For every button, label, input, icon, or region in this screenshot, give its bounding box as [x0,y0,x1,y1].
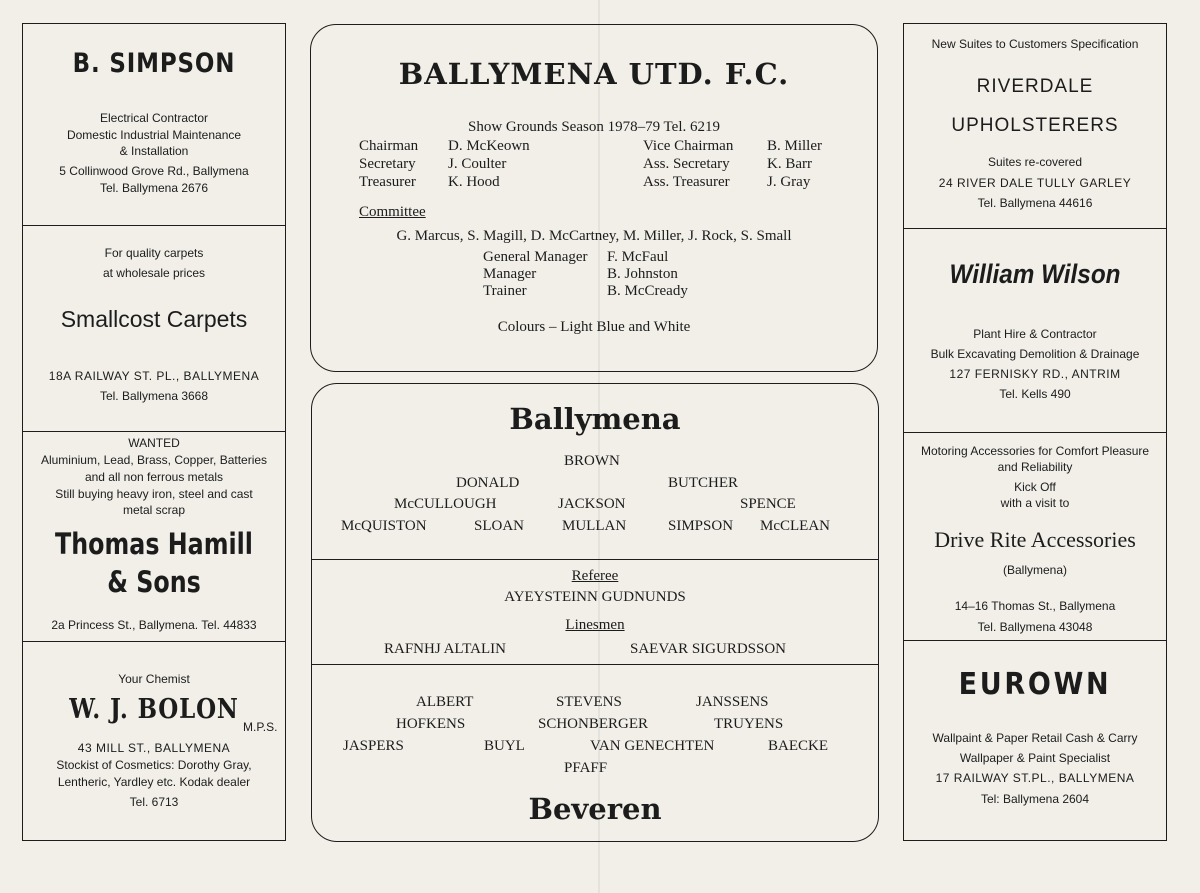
bolon-name: W. J. BOLON [69,694,239,725]
riverdale-upholsterers: UPHOLSTERERS [951,115,1119,136]
bolon-line3: Lentheric, Yardley etc. Kodak dealer [57,775,251,789]
hamill-line3: and all non ferrous metals [84,470,224,484]
committee-label: Committee [359,204,426,220]
away-player: SCHONBERGER [538,716,649,732]
wilson-name: William Wilson [949,259,1121,289]
club-info-box [310,24,878,372]
divider [312,559,878,560]
away-player: BUYL [484,738,525,754]
committee-members: G. Marcus, S. Magill, D. McCartney, M. Miller, J. Rock, S. Small [396,228,792,244]
driverite-place: (Ballymena) [1002,563,1068,577]
staff-role: Trainer [483,283,527,299]
officer-role: Chairman [359,138,419,154]
driverite-ad [904,433,1166,641]
home-player: McQUISTON [341,518,427,534]
bolon-suffix: M.P.S. [243,720,278,734]
bolon-line1: Your Chemist [118,672,190,686]
away-player: ALBERT [416,694,474,710]
wilson-tel: Tel. Kells 490 [999,387,1071,401]
home-player: SLOAN [474,518,525,534]
referee-label: Referee [571,568,619,584]
club-title: BALLYMENA UTD. F.C. [398,57,790,91]
home-team-name: Ballymena [509,402,681,436]
riverdale-name: RIVERDALE [976,76,1094,97]
hamill-line4: Still buying heavy iron, steel and cast [55,487,253,501]
officer-name: J. Coulter [448,156,507,172]
riverdale-ad [904,24,1166,229]
simpson-line2: Domestic Industrial Maintenance [66,128,242,142]
hamill-wanted: WANTED [128,436,180,450]
staff-name: B. McCready [607,283,688,299]
away-team-name: Beveren [528,792,662,826]
simpson-line3: & Installation [119,144,189,158]
away-player: HOFKENS [396,716,466,732]
wilson-ad [904,229,1166,433]
hamill-name: Thomas Hamill [55,527,253,561]
away-player: JASPERS [343,738,404,754]
driverite-address: 14–16 Thomas St., Ballymena [954,599,1116,613]
home-player: MULLAN [562,518,627,534]
officer-role: Secretary [359,156,416,172]
home-player: BROWN [564,453,620,469]
home-player: McCLEAN [760,518,830,534]
bolon-ad [23,642,285,840]
left-ad-column [22,23,286,841]
driverite-line4: with a visit to [1000,496,1070,510]
driverite-line3: Kick Off [1014,480,1056,494]
staff-role: General Manager [483,249,588,265]
officer-name: K. Barr [767,156,812,172]
riverdale-tel: Tel. Ballymena 44616 [977,196,1093,210]
linesmen-label: Linesmen [565,617,625,633]
simpson-ad [23,24,285,226]
driverite-line1: Motoring Accessories for Comfort Pleasure [920,444,1150,458]
eurown-ad [904,641,1166,840]
officer-name: D. McKeown [448,138,530,154]
riverdale-address: 24 RIVER DALE TULLY GARLEY [938,176,1132,190]
hamill-line5: metal scrap [122,503,186,517]
away-player: BAECKE [768,738,828,754]
club-info: Show Grounds Season 1978–79 Tel. 6219 [467,119,720,135]
officer-role: Ass. Treasurer [643,174,730,190]
smallcost-line2: at wholesale prices [102,266,206,280]
club-colours: Colours – Light Blue and White [497,319,691,335]
eurown-line2: Wallpaper & Paint Specialist [959,751,1111,765]
smallcost-name: Smallcost Carpets [60,306,248,332]
eurown-name: EUROWN [958,667,1112,702]
bolon-tel: Tel. 6713 [129,795,179,809]
wilson-address: 127 FERNISKY RD., ANTRIM [949,367,1121,381]
driverite-line2: and Reliability [997,460,1073,474]
simpson-tel: Tel. Ballymena 2676 [99,181,209,195]
divider [312,664,878,665]
home-player: JACKSON [558,496,626,512]
smallcost-address: 18A RAILWAY ST. PL., BALLYMENA [48,369,260,383]
home-player: DONALD [456,475,520,491]
smallcost-ad [23,226,285,432]
smallcost-line1: For quality carpets [104,246,204,260]
driverite-tel: Tel. Ballymena 43048 [977,620,1093,634]
officer-name: B. Miller [767,138,822,154]
staff-name: F. McFaul [607,249,669,265]
home-player: McCULLOUGH [394,496,497,512]
staff-name: B. Johnston [607,266,678,282]
lineup-box [311,383,879,842]
simpson-line1: Electrical Contractor [99,111,209,125]
simpson-name: B. SIMPSON [72,48,236,79]
wilson-line1: Plant Hire & Contractor [973,327,1097,341]
eurown-address: 17 RAILWAY ST.PL., BALLYMENA [935,771,1135,785]
away-player: STEVENS [556,694,622,710]
away-player: PFAFF [564,760,608,776]
hamill-name-sons: & Sons [107,565,201,599]
hamill-ad [23,432,285,642]
right-ad-column [903,23,1167,841]
staff-role: Manager [483,266,537,282]
officer-role: Treasurer [359,174,416,190]
officer-name: K. Hood [448,174,500,190]
wilson-line2: Bulk Excavating Demolition & Drainage [930,347,1140,361]
home-player: BUTCHER [668,475,739,491]
referee-name: AYEYSTEINN GUDNUNDS [504,589,686,605]
eurown-line1: Wallpaint & Paper Retail Cash & Carry [932,731,1138,745]
officer-role: Ass. Secretary [643,156,730,172]
linesman: SAEVAR SIGURDSSON [630,641,787,657]
home-player: SIMPSON [668,518,734,534]
smallcost-tel: Tel. Ballymena 3668 [99,389,209,403]
home-player: SPENCE [740,496,796,512]
away-player: TRUYENS [714,716,784,732]
simpson-address: 5 Collinwood Grove Rd., Ballymena [59,164,249,178]
eurown-tel: Tel: Ballymena 2604 [980,792,1090,806]
away-player: JANSSENS [696,694,769,710]
bolon-line2: Stockist of Cosmetics: Dorothy Gray, [56,758,252,772]
officer-role: Vice Chairman [643,138,734,154]
hamill-line2: Aluminium, Lead, Brass, Copper, Batteries [40,453,268,467]
bolon-address: 43 MILL ST., BALLYMENA [77,741,231,755]
linesman: RAFNHJ ALTALIN [384,641,507,657]
officer-name: J. Gray [767,174,811,190]
riverdale-line2: Suites re-covered [987,155,1083,169]
driverite-name: Drive Rite Accessories [934,527,1136,552]
riverdale-line1: New Suites to Customers Specification [931,37,1139,51]
hamill-address: 2a Princess St., Ballymena. Tel. 44833 [51,618,257,632]
away-player: VAN GENECHTEN [590,738,715,754]
